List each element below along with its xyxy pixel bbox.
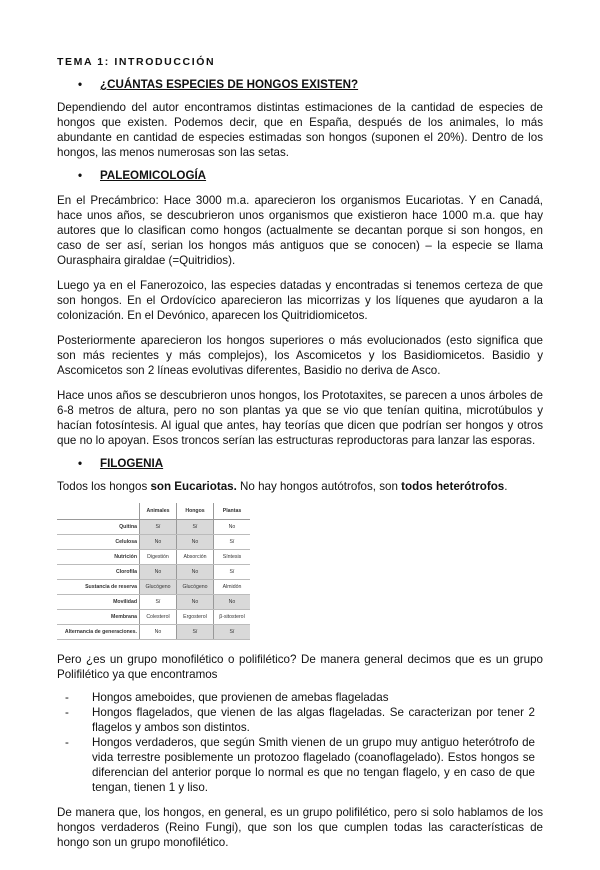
- column-header: Plantas: [214, 503, 251, 520]
- table-cell: No: [140, 625, 177, 640]
- row-label: Celulosa: [57, 535, 140, 550]
- table-cell: Sí: [140, 520, 177, 535]
- paragraph-text: Luego ya en el Fanerozoico, las especies datadas y encontradas si tenemos certeza de que son hongos. En el Ordovícico aparecieron las micorrizas y los líquenes que ayudaron a la colonización. En el Devónico, aparecen los Quitridiomicetos.: [57, 279, 543, 322]
- list-item: - Hongos ameboides, que provienen de amebas flageladas: [57, 690, 535, 705]
- section-heading-especies: [57, 77, 543, 92]
- paragraph: [57, 278, 543, 323]
- paragraph-text: Posteriormente aparecieron los hongos superiores o más evolucionados (esto significa que son más recientes y más complejos), los Ascomicetos y los Basidiomicetos. Basidio y Ascomicetos son 2 líneas evolutivas diferentes, Basidio no deriva de Asco.: [57, 334, 543, 377]
- table-cell: No: [140, 535, 177, 550]
- table-row: [57, 580, 250, 595]
- text: .: [504, 480, 508, 493]
- table-cell: Glucógeno: [177, 580, 214, 595]
- table-cell: Síntesis: [214, 550, 251, 565]
- column-header: Animales: [140, 503, 177, 520]
- paragraph-text: Hace unos años se descubrieron unos hongos, los Prototaxites, se parecen a unos árboles de 6-8 metros de altura, pero no son plantas ya que se vio que tenían quitina, microtúbulos y hacían fotosíntesis. Al igual que antes, hay teorías que dicen que podrían ser hongos y otros que no lo apoyan. Esos troncos serían las estructuras reproductoras para lanzar las esporas.: [57, 389, 543, 447]
- list-item: - Hongos flagelados, que vienen de las algas flageladas. Se caracterizan por tener 2 flagelos y ambos son distintos.: [57, 705, 535, 735]
- text: Todos los hongos: [57, 480, 151, 493]
- table-cell: No: [177, 565, 214, 580]
- table-cell: Sí: [177, 625, 214, 640]
- table-row: [57, 610, 250, 625]
- bold-text: todos heterótrofos: [401, 480, 505, 493]
- row-label: Alternancia de generaciones.: [57, 625, 140, 640]
- row-label: Movilidad: [57, 595, 140, 610]
- table-cell: Absorción: [177, 550, 214, 565]
- table-cell: Sí: [214, 625, 251, 640]
- table-corner: [57, 503, 140, 520]
- paragraph: [57, 479, 543, 494]
- table-header-row: [57, 503, 250, 520]
- paragraph: [57, 805, 543, 850]
- bullet-list: [57, 690, 535, 795]
- table-cell: No: [177, 535, 214, 550]
- bold-text: son Eucariotas.: [150, 480, 237, 493]
- table-cell: Glucógeno: [140, 580, 177, 595]
- paragraph: [57, 333, 543, 378]
- table-row: [57, 550, 250, 565]
- table-cell: Digestión: [140, 550, 177, 565]
- text: No hay hongos autótrofos, son: [236, 480, 402, 493]
- table-cell: Ergosterol: [177, 610, 214, 625]
- bullet-icon: •: [78, 457, 83, 470]
- heading-text: ¿CUÁNTAS ESPECIES DE HONGOS EXISTEN?: [100, 78, 359, 91]
- paragraph: [57, 193, 543, 268]
- paragraph: [57, 388, 543, 448]
- bullet-icon: •: [78, 169, 83, 182]
- heading-text: FILOGENIA: [100, 457, 164, 470]
- table-cell: No: [214, 520, 251, 535]
- table-cell: β-sitosterol: [214, 610, 251, 625]
- list-item: - Hongos verdaderos, que según Smith vienen de un grupo muy antiguo heterótrofo de vida terrestre posiblemente un protozoo flagelado (coanoflagelado). Estos hongos se diferencian del anterior porque lo normal es que no tengan flagelo, y en caso de que tengan, tienen 1 y liso.: [57, 735, 535, 795]
- table-row: [57, 535, 250, 550]
- table-cell: Almidón: [214, 580, 251, 595]
- table-row: [57, 625, 250, 640]
- row-label: Sustancia de reserva: [57, 580, 140, 595]
- paragraph-text: De manera que, los hongos, en general, es un grupo polifilético, pero si solo hablamos de los hongos verdaderos (Reino Fungi), que son los que cumplen todas las características de hongo son un grupo monofilético.: [57, 806, 543, 849]
- row-label: Clorofila: [57, 565, 140, 580]
- table-cell: Sí: [177, 520, 214, 535]
- table-row: [57, 565, 250, 580]
- page-title: TEMA 1: INTRODUCCIÓN: [57, 56, 216, 68]
- column-header: Hongos: [177, 503, 214, 520]
- table-cell: Colesterol: [140, 610, 177, 625]
- table-cell: Sí: [214, 535, 251, 550]
- table-container: [57, 503, 543, 640]
- table-row: [57, 520, 250, 535]
- row-label: Quitina: [57, 520, 140, 535]
- section-heading-filogenia: [57, 456, 543, 471]
- table-cell: Sí: [140, 595, 177, 610]
- comparison-table: [57, 503, 250, 640]
- paragraph-text: Dependiendo del autor encontramos distintas estimaciones de la cantidad de especies de hongos que existen. Podemos decir, que en España, después de los animales, lo más abundante en cantidad de especies estimadas son hongos (suponen el 20%). Dentro de los hongos, las menos numerosas son las setas.: [57, 101, 543, 159]
- paragraph: [57, 652, 543, 682]
- paragraph-text: Pero ¿es un grupo monofilético o polifilético? De manera general decimos que es un grupo Polifilético ya que encontramos: [57, 653, 543, 681]
- table-cell: No: [177, 595, 214, 610]
- row-label: Membrana: [57, 610, 140, 625]
- table-row: [57, 595, 250, 610]
- section-heading-paleomicologia: [57, 168, 543, 183]
- heading-text: PALEOMICOLOGÍA: [100, 169, 207, 182]
- table-cell: No: [214, 595, 251, 610]
- paragraph: [57, 100, 543, 160]
- paragraph-text: En el Precámbrico: Hace 3000 m.a. aparecieron los organismos Eucariotas. Y en Canadá, hace unos años, se descubrieron unos organismos que existieron hace 1000 m.a. que hay autores que lo clasifican como hongos (actualmente se decantan porque si son hongos, en caso de ser así, serian los hongos más antiguos que se conocen) – la especie se llama Ourasphaira giraldae (=Quitridios).: [57, 194, 543, 267]
- table-cell: Sí: [214, 565, 251, 580]
- bullet-icon: •: [78, 78, 83, 91]
- row-label: Nutrición: [57, 550, 140, 565]
- table-cell: No: [140, 565, 177, 580]
